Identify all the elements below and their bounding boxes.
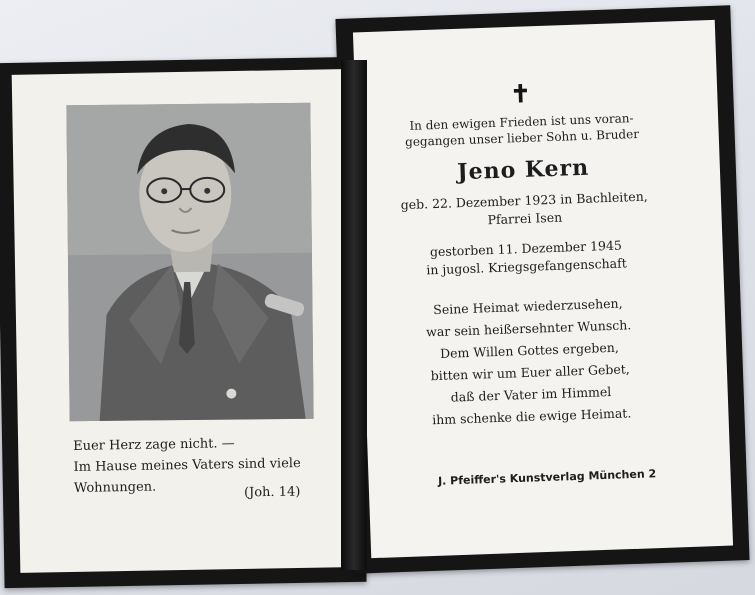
memorial-text (380, 75, 672, 433)
verse-line: Euer Herz zage nicht. — (73, 436, 235, 454)
intro-text (381, 109, 662, 151)
poem-line: ihm schenke die ewige Heimat. (431, 405, 632, 428)
poem-line: Seine Heimat wiederzusehen, (433, 295, 623, 318)
birth-line: geb. 22. Dezember 1923 in Bachleiten, (400, 188, 648, 213)
death-line: gestorben 11. Dezember 1945 (429, 237, 623, 260)
poem-line: bitten wir um Euer aller Gebet, (430, 361, 630, 384)
death-info (386, 235, 667, 281)
verse-line: Wohnungen. (73, 479, 157, 496)
verse-line: Im Hause meines Vaters sind viele (73, 456, 301, 475)
verse-reference: (Joh. 14) (243, 484, 301, 501)
birth-line: Pfarrei Isen (487, 209, 563, 228)
publisher-imprint: J. Pfeiffer's Kunstverlag München 2 (437, 467, 657, 488)
deceased-name: Jeno Kern (456, 154, 590, 186)
poem-line: war sein heißersehnter Wunsch. (425, 317, 632, 340)
death-line: in jugosl. Kriegsgefangenschaft (426, 255, 627, 278)
intro-line: gegangen unser lieber Sohn u. Bruder (404, 126, 640, 150)
portrait-image (66, 103, 313, 422)
portrait-photo (66, 103, 313, 422)
birth-info (384, 187, 665, 233)
cross-icon: ✝ (509, 78, 532, 109)
card-fold (341, 60, 367, 570)
intro-line: In den ewigen Frieden ist uns voran- (409, 111, 634, 133)
poem-line: Dem Willen Gottes ergeben, (439, 339, 620, 361)
poem-line: daß der Vater im Himmel (450, 384, 612, 405)
memorial-poem (388, 291, 672, 433)
